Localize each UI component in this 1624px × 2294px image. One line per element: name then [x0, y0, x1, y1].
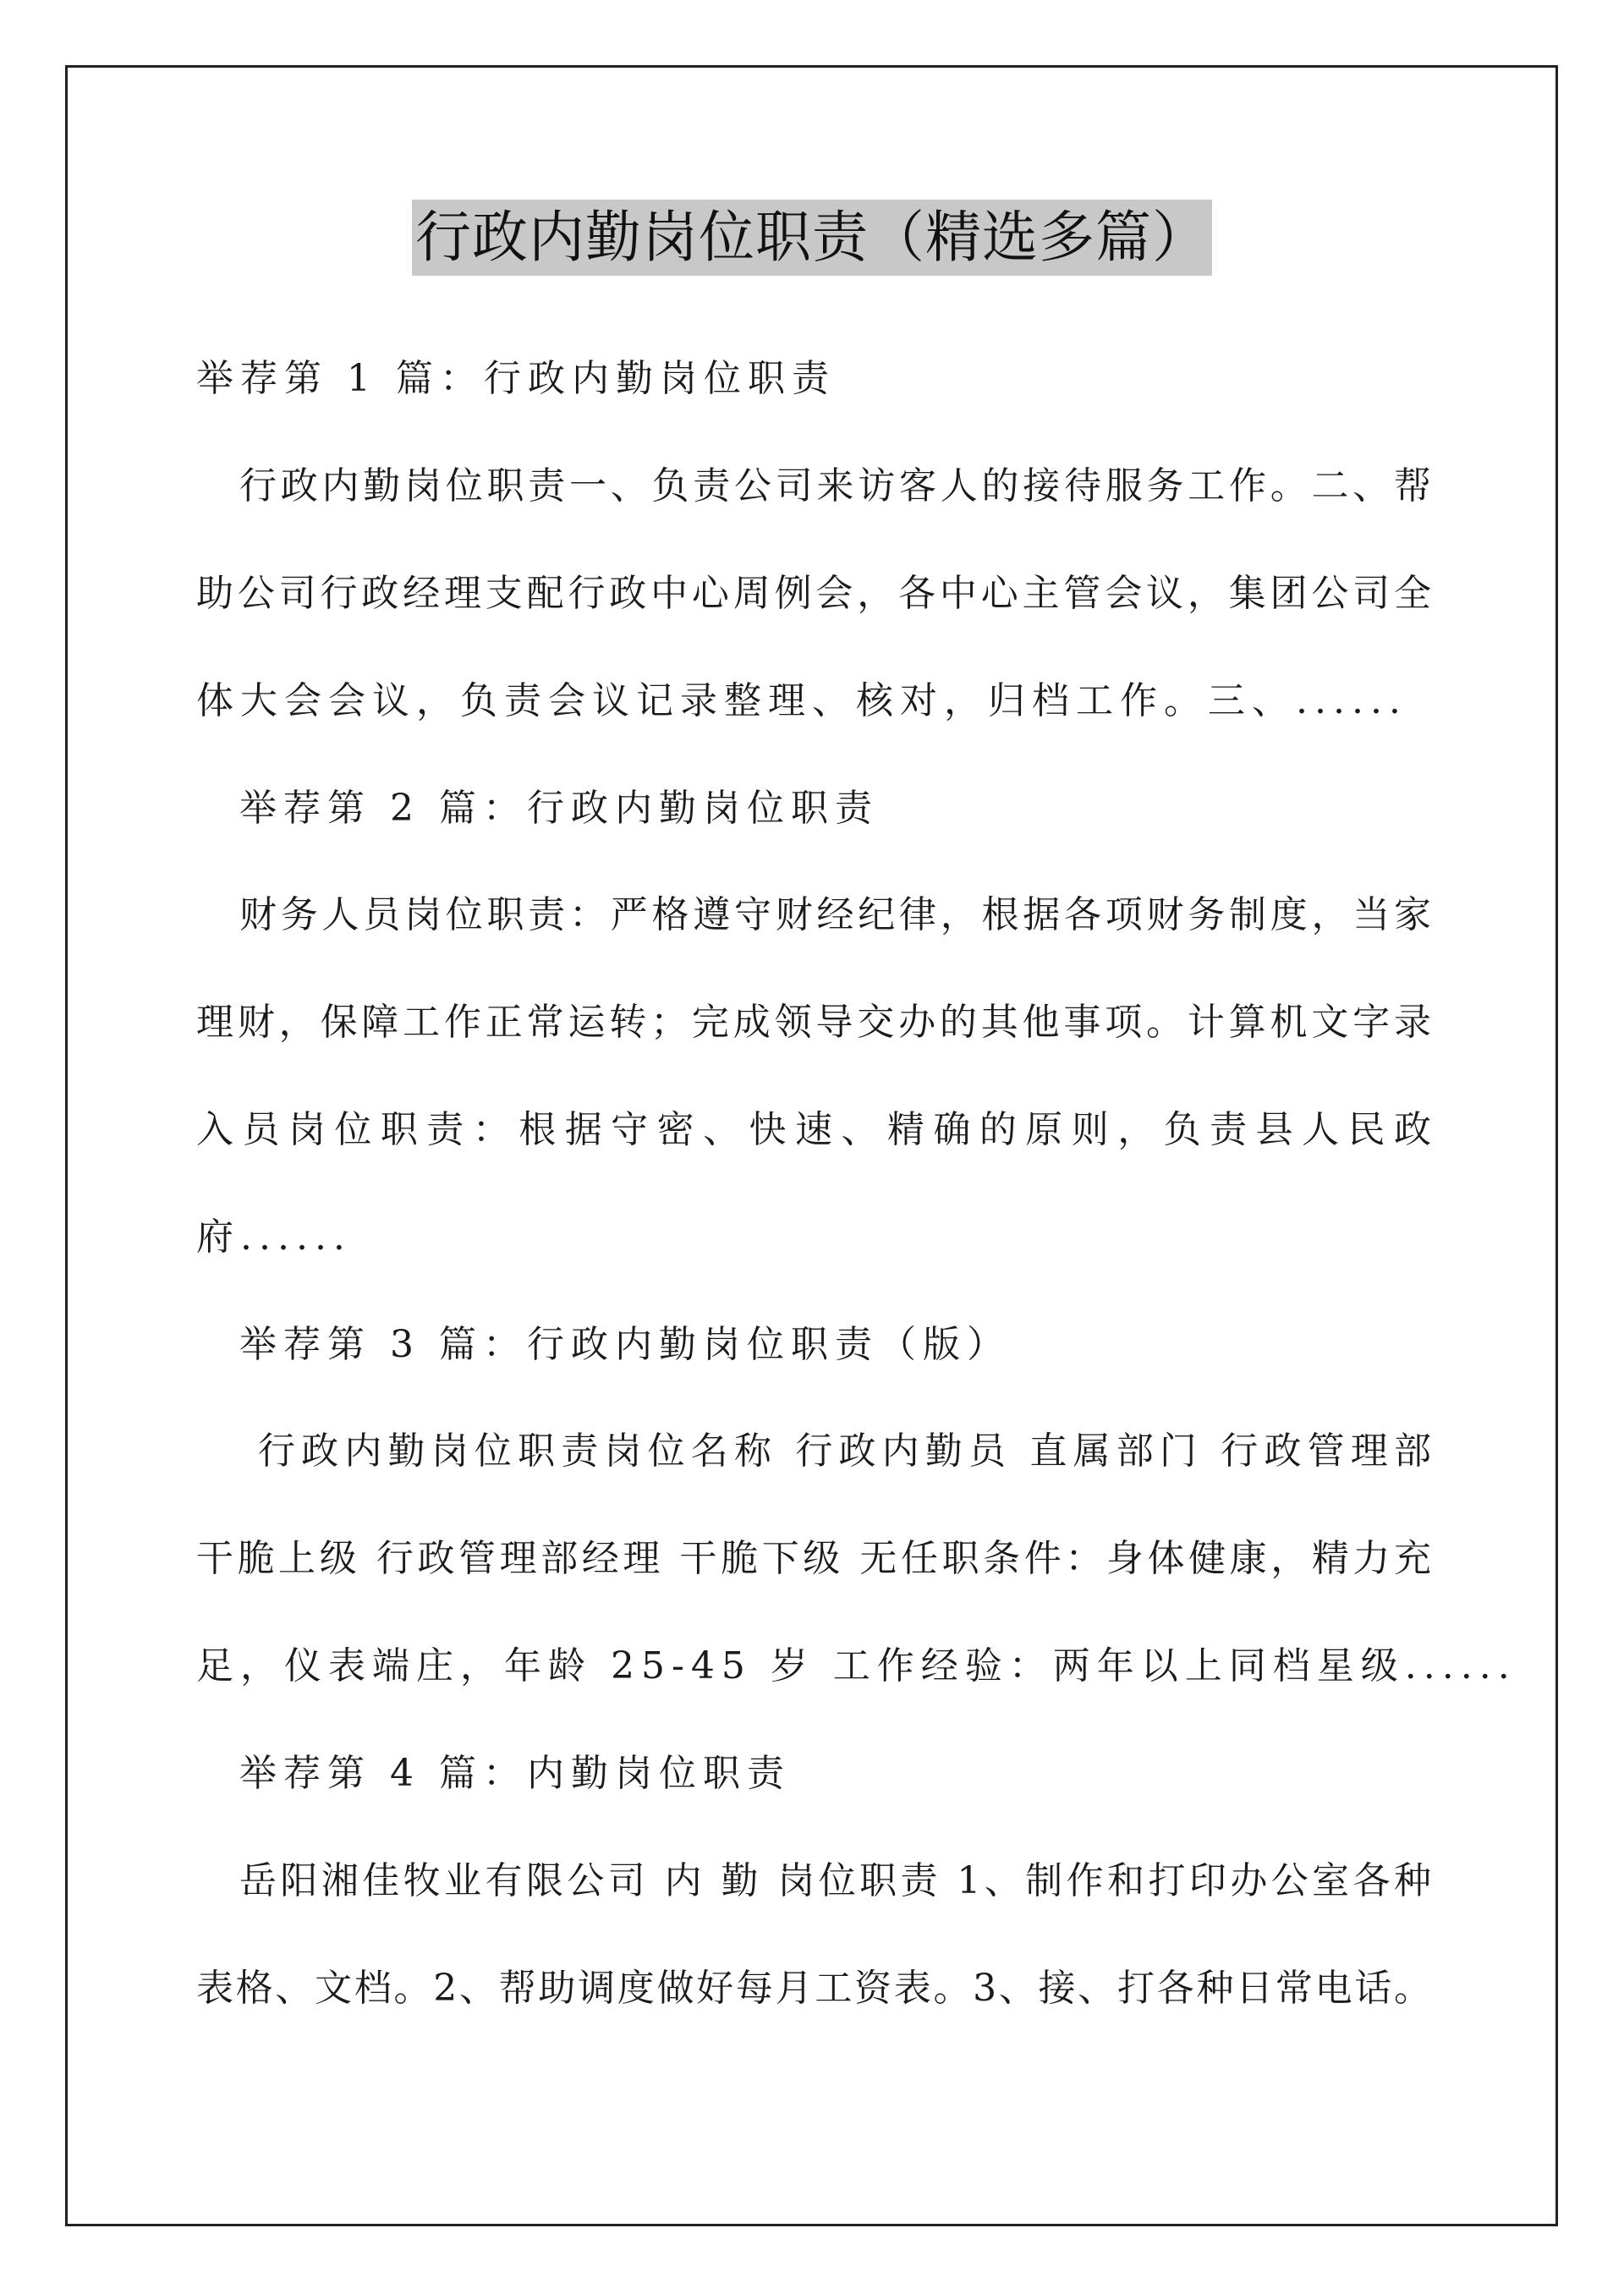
document-title: 行政内勤岗位职责（精选多篇）: [412, 200, 1212, 276]
paragraph-line: 理财，保障工作正常运转；完成领导交办的其他事项。计算机文字录: [196, 1001, 1431, 1044]
paragraph-line: 府......: [196, 1216, 352, 1259]
section-heading-2: 举荐第 2 篇：行政内勤岗位职责: [239, 787, 879, 830]
paragraph-line: 足，仪表端庄，年龄 25-45 岁 工作经验：两年以上同档星级......: [196, 1644, 1517, 1688]
title-container: [0, 200, 1624, 276]
paragraph-line: 体大会会议，负责会议记录整理、核对，归档工作。三、......: [196, 679, 1407, 722]
paragraph-line: 行政内勤岗位职责一、负责公司来访客人的接待服务工作。二、帮: [239, 464, 1431, 508]
paragraph-line: 行政内勤岗位职责岗位名称 行政内勤员 直属部门 行政管理部: [258, 1430, 1431, 1473]
section-heading-3: 举荐第 3 篇：行政内勤岗位职责（版）: [239, 1323, 1011, 1366]
paragraph-line: 财务人员岗位职责：严格遵守财经纪律，根据各项财务制度，当家: [239, 893, 1431, 936]
section-heading-1: 举荐第 1 篇：行政内勤岗位职责: [196, 357, 836, 400]
paragraph-line: 入员岗位职责：根据守密、快速、精确的原则，负责县人民政: [196, 1108, 1431, 1151]
paragraph-line: 岳阳湘佳牧业有限公司 内 勤 岗位职责 1、制作和打印办公室各种: [239, 1859, 1431, 1902]
paragraph-line: 助公司行政经理支配行政中心周例会，各中心主管会议，集团公司全: [196, 572, 1431, 615]
paragraph-line: 干脆上级 行政管理部经理 干脆下级 无任职条件：身体健康，精力充: [196, 1537, 1431, 1580]
paragraph-line: 表格、文档。2、帮助调度做好每月工资表。3、接、打各种日常电话。: [196, 1967, 1431, 2010]
section-heading-4: 举荐第 4 篇：内勤岗位职责: [239, 1752, 791, 1795]
